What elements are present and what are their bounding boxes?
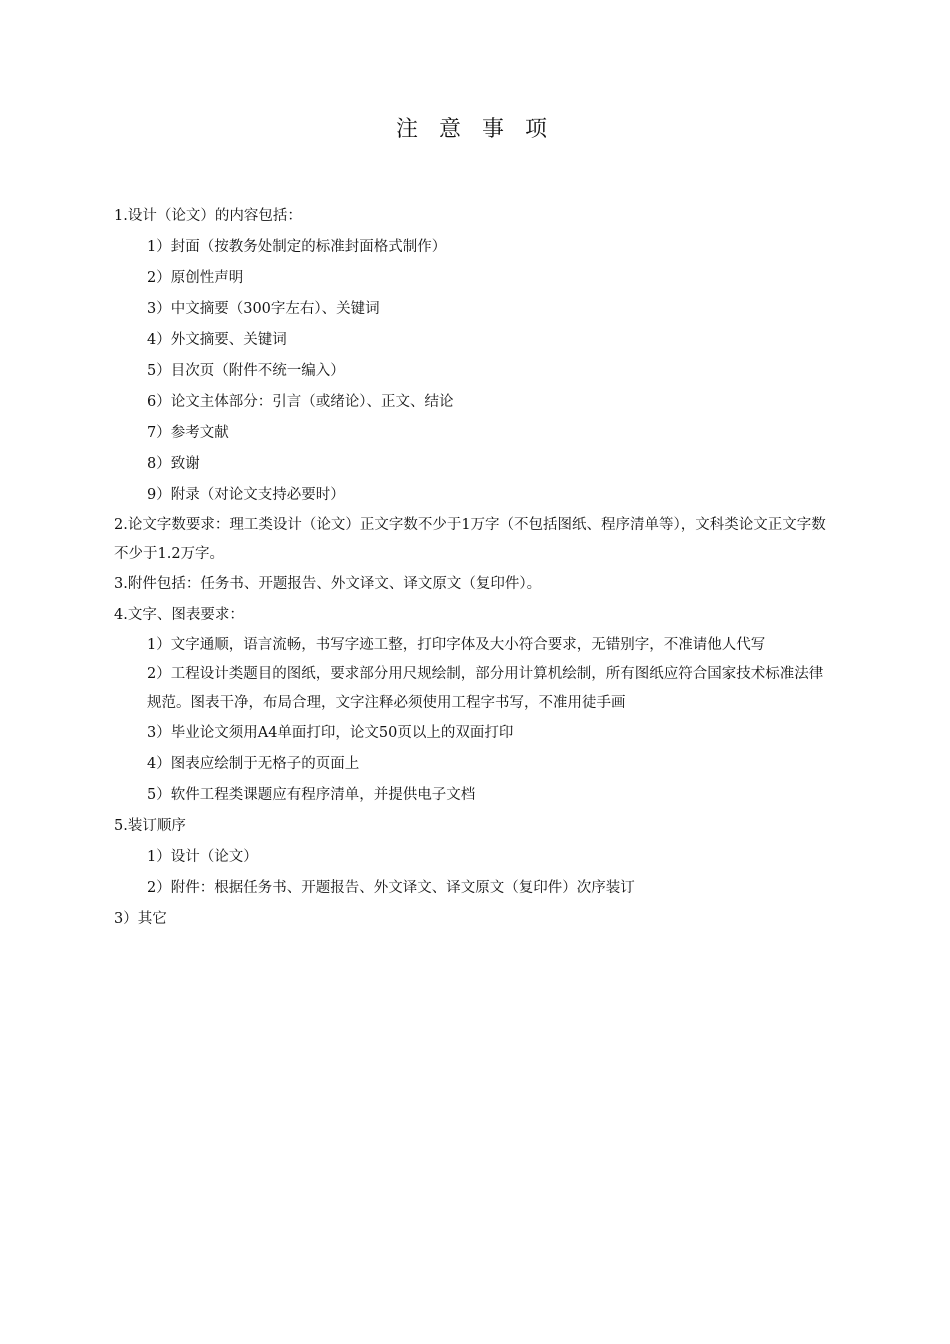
section-1-item: 8）致谢: [147, 456, 200, 472]
section-4-item: 3）毕业论文须用A4单面打印，论文50页以上的双面打印: [147, 725, 514, 741]
section-1-item: 3）中文摘要（300字左右）、关键词: [147, 301, 380, 317]
section-4-item: 1）文字通顺，语言流畅，书写字迹工整，打印字体及大小符合要求，无错别字，不准请他人代写: [147, 637, 766, 653]
section-1-item: 7）参考文献: [147, 425, 229, 441]
notice-content: [114, 201, 834, 935]
section-5-trailing: 3）其它: [114, 911, 167, 927]
section-1-item: 4）外文摘要、关键词: [147, 332, 287, 348]
page-title: 注 意 事 项: [396, 117, 554, 142]
section-1-item: 1）封面（按教务处制定的标准封面格式制作）: [147, 239, 447, 255]
section-2-text: 2.论文字数要求：理工类设计（论文）正文字数不少于1万字（不包括图纸、程序清单等），文科类论文正文字数不少于1.2万字。: [114, 517, 826, 562]
section-3-text: 3.附件包括：任务书、开题报告、外文译文、译文原文（复印件）。: [114, 576, 542, 592]
section-5-item: 1）设计（论文）: [147, 849, 258, 865]
section-5-item: 2）附件：根据任务书、开题报告、外文译文、译文原文（复印件）次序装订: [147, 880, 635, 896]
section-1-heading: 1.设计（论文）的内容包括：: [114, 208, 302, 224]
section-1-item: 6）论文主体部分：引言（或绪论）、正文、结论: [147, 394, 454, 410]
section-4-item: 2）工程设计类题目的图纸，要求部分用尺规绘制，部分用计算机绘制，所有图纸应符合国家技术标准法律规范。图表干净，布局合理，文字注释必须使用工程字书写，不准用徒手画: [147, 666, 824, 711]
section-1-item: 9）附录（对论文支持必要时）: [147, 487, 345, 503]
section-4-heading: 4.文字、图表要求：: [114, 607, 244, 623]
section-1-item: 5）目次页（附件不统一编入）: [147, 363, 345, 379]
section-4-item: 4）图表应绘制于无格子的页面上: [147, 756, 360, 772]
section-4-item: 5）软件工程类课题应有程序清单，并提供电子文档: [147, 787, 476, 803]
section-5-heading: 5.装订顺序: [114, 818, 186, 834]
section-1-item: 2）原创性声明: [147, 270, 244, 286]
